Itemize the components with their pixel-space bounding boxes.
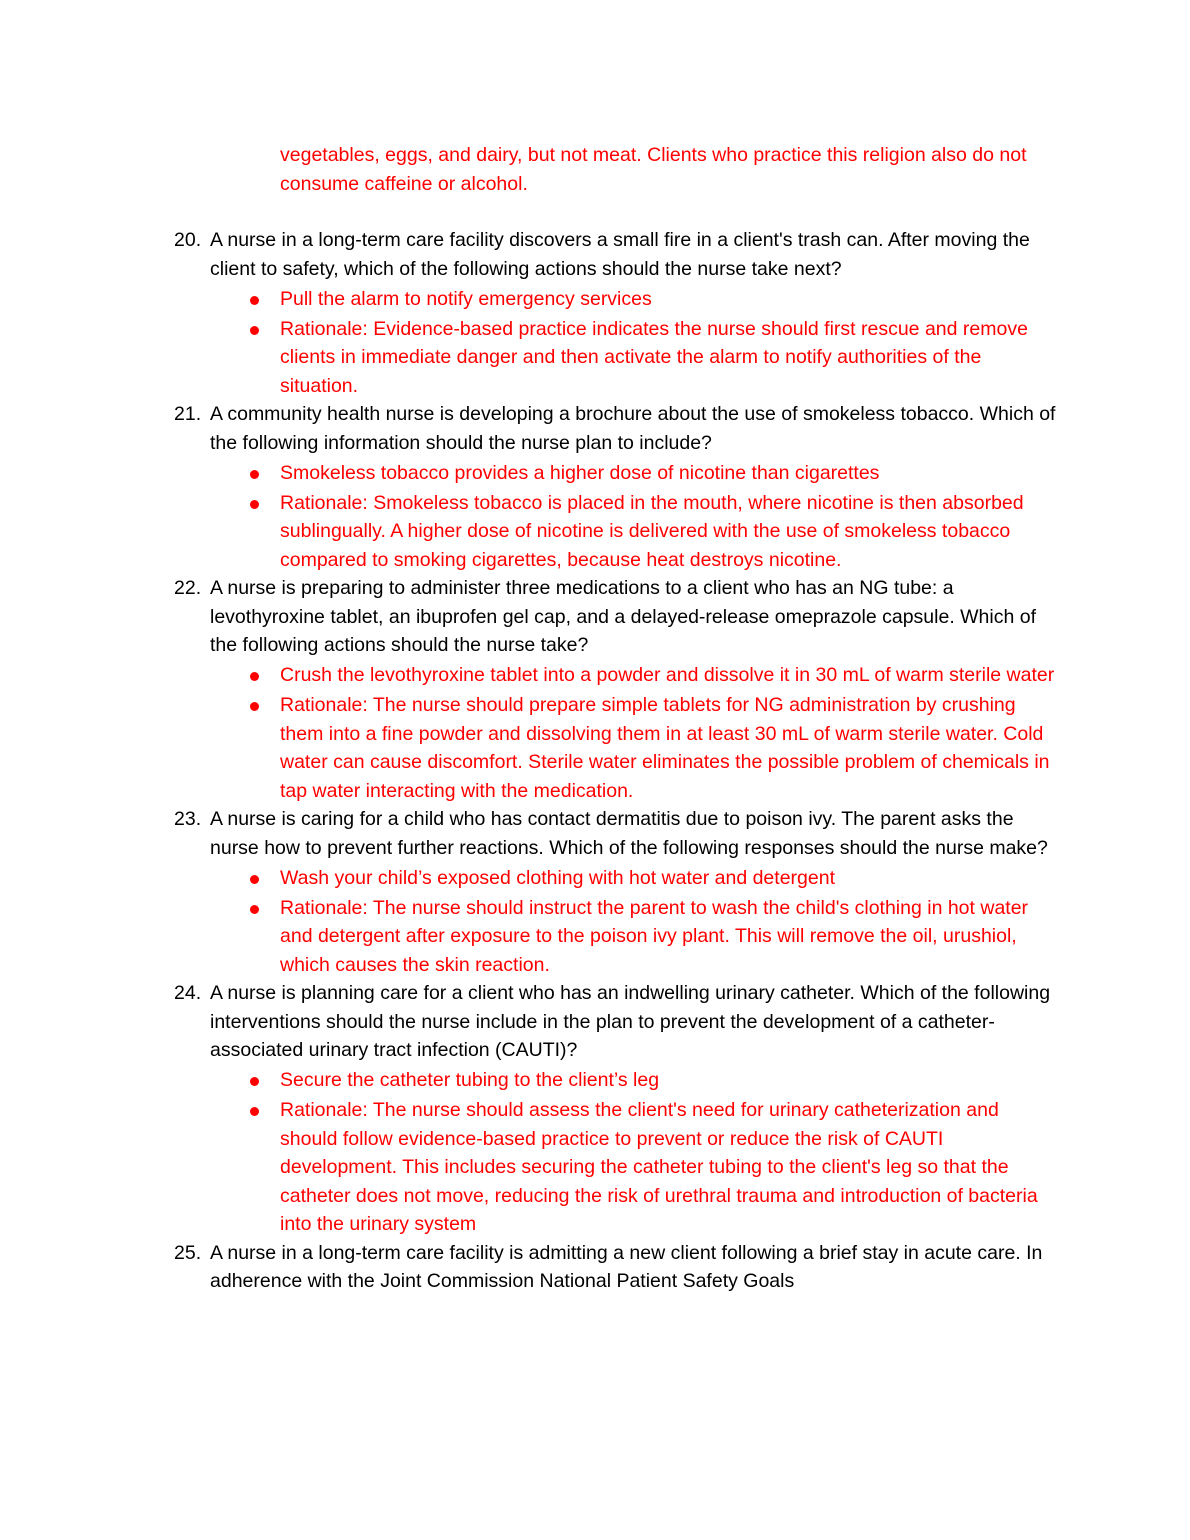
bullet-icon (250, 470, 259, 479)
rationale-item (210, 489, 1060, 575)
answer-item (210, 864, 1060, 893)
question-text: A nurse is preparing to administer three medications to a client who has an NG tube: a levothyroxine tablet, an ibuprofen gel cap, and a delayed-release omeprazole capsule. Which of the following actions should the nurse take? (210, 577, 1037, 656)
question-number: 20. (174, 229, 202, 251)
question-24 (0, 979, 1060, 1239)
answer-list (210, 1066, 1060, 1239)
question-23 (0, 805, 1060, 979)
rationale-text: Rationale: The nurse should prepare simple tablets for NG administration by crushing them into a fine powder and dissolving them in at least 30 mL of warm sterile water. Cold water can cause discomfort. Sterile water eliminates the possible problem of chemicals in tap water interacting with the medication. (280, 694, 1050, 802)
answer-text: Wash your child’s exposed clothing with hot water and detergent (280, 866, 835, 889)
answer-text: Crush the levothyroxine tablet into a powder and dissolve it in 30 mL of warm sterile water (280, 664, 1055, 686)
question-20 (0, 226, 1060, 400)
answer-text: Secure the catheter tubing to the client’s leg (280, 1069, 660, 1091)
question-text: A nurse in a long-term care facility is admitting a new client following a brief stay in acute care. In adherence with the Joint Commission National Patient Safety Goals (210, 1241, 1043, 1292)
question-21 (0, 400, 1060, 574)
rationale-item (210, 315, 1060, 401)
question-text: A nurse is planning care for a client who has an indwelling urinary catheter. Which of the following interventions should the nurse include in the plan to prevent the development of a catheter-associated urinary tract infection (CAUTI)? (210, 982, 1051, 1061)
answer-list (210, 661, 1060, 805)
answer-list (210, 285, 1060, 401)
answer-item (210, 661, 1060, 690)
bullet-icon (250, 326, 259, 335)
question-number: 23. (174, 808, 202, 830)
bullet-icon (250, 905, 259, 914)
question-number: 21. (174, 403, 202, 425)
bullet-icon (250, 500, 259, 509)
rationale-text: Rationale: Smokeless tobacco is placed in the mouth, where nicotine is then absorbed sublingually. A higher dose of nicotine is delivered with the use of smokeless tobacco compared to smoking cigarettes, because heat destroys nicotine. (280, 491, 1024, 571)
bullet-icon (250, 296, 259, 305)
bullet-icon (250, 702, 259, 711)
answer-list (210, 459, 1060, 575)
rationale-item (210, 894, 1060, 980)
rationale-text: Rationale: Evidence-based practice indicates the nurse should first rescue and remove clients in immediate danger and then activate the alarm to notify authorities of the situation. (280, 317, 1028, 397)
question-22 (0, 574, 1060, 805)
question-number: 24. (174, 982, 202, 1004)
question-number: 25. (174, 1241, 202, 1264)
question-number: 22. (174, 577, 202, 599)
bullet-icon (250, 1107, 259, 1116)
question-text: A nurse is caring for a child who has contact dermatitis due to poison ivy. The parent asks the nurse how to prevent further reactions. Which of the following responses should the nurse make? (210, 808, 1048, 859)
question-text: A nurse in a long-term care facility discovers a small fire in a client's trash can. After moving the client to safety, which of the following actions should the nurse take next? (210, 229, 1030, 280)
question-25 (0, 1239, 1060, 1296)
bullet-icon (250, 875, 259, 884)
question-text: A community health nurse is developing a brochure about the use of smokeless tobacco. Which of the following information should the nurse plan to include? (210, 403, 1056, 454)
answer-text: Pull the alarm to notify emergency services (280, 287, 652, 310)
rationale-item (210, 691, 1060, 805)
answer-item (210, 285, 1060, 314)
answer-list (210, 864, 1060, 980)
answer-item (210, 1066, 1060, 1095)
rationale-text: Rationale: The nurse should assess the client's need for urinary catheterization and should follow evidence-based practice to prevent or reduce the risk of CAUTI development. This includes securing the catheter tubing to the client's leg so that the catheter does not move, reducing the risk of urethral trauma and introduction of bacteria into the urinary system (280, 1099, 1038, 1235)
question-list (0, 226, 1190, 1296)
bullet-icon (250, 1077, 259, 1086)
answer-text: Smokeless tobacco provides a higher dose of nicotine than cigarettes (280, 461, 880, 484)
rationale-item (210, 1096, 1060, 1239)
rationale-text: Rationale: The nurse should instruct the parent to wash the child's clothing in hot water and detergent after exposure to the poison ivy plant. This will remove the oil, urushiol, which causes the skin reaction. (280, 896, 1029, 976)
bullet-icon (250, 672, 259, 681)
previous-rationale-continuation: vegetables, eggs, and dairy, but not meat. Clients who practice this religion also do not consume caffeine or alcohol. (280, 144, 1027, 195)
answer-item (210, 459, 1060, 488)
